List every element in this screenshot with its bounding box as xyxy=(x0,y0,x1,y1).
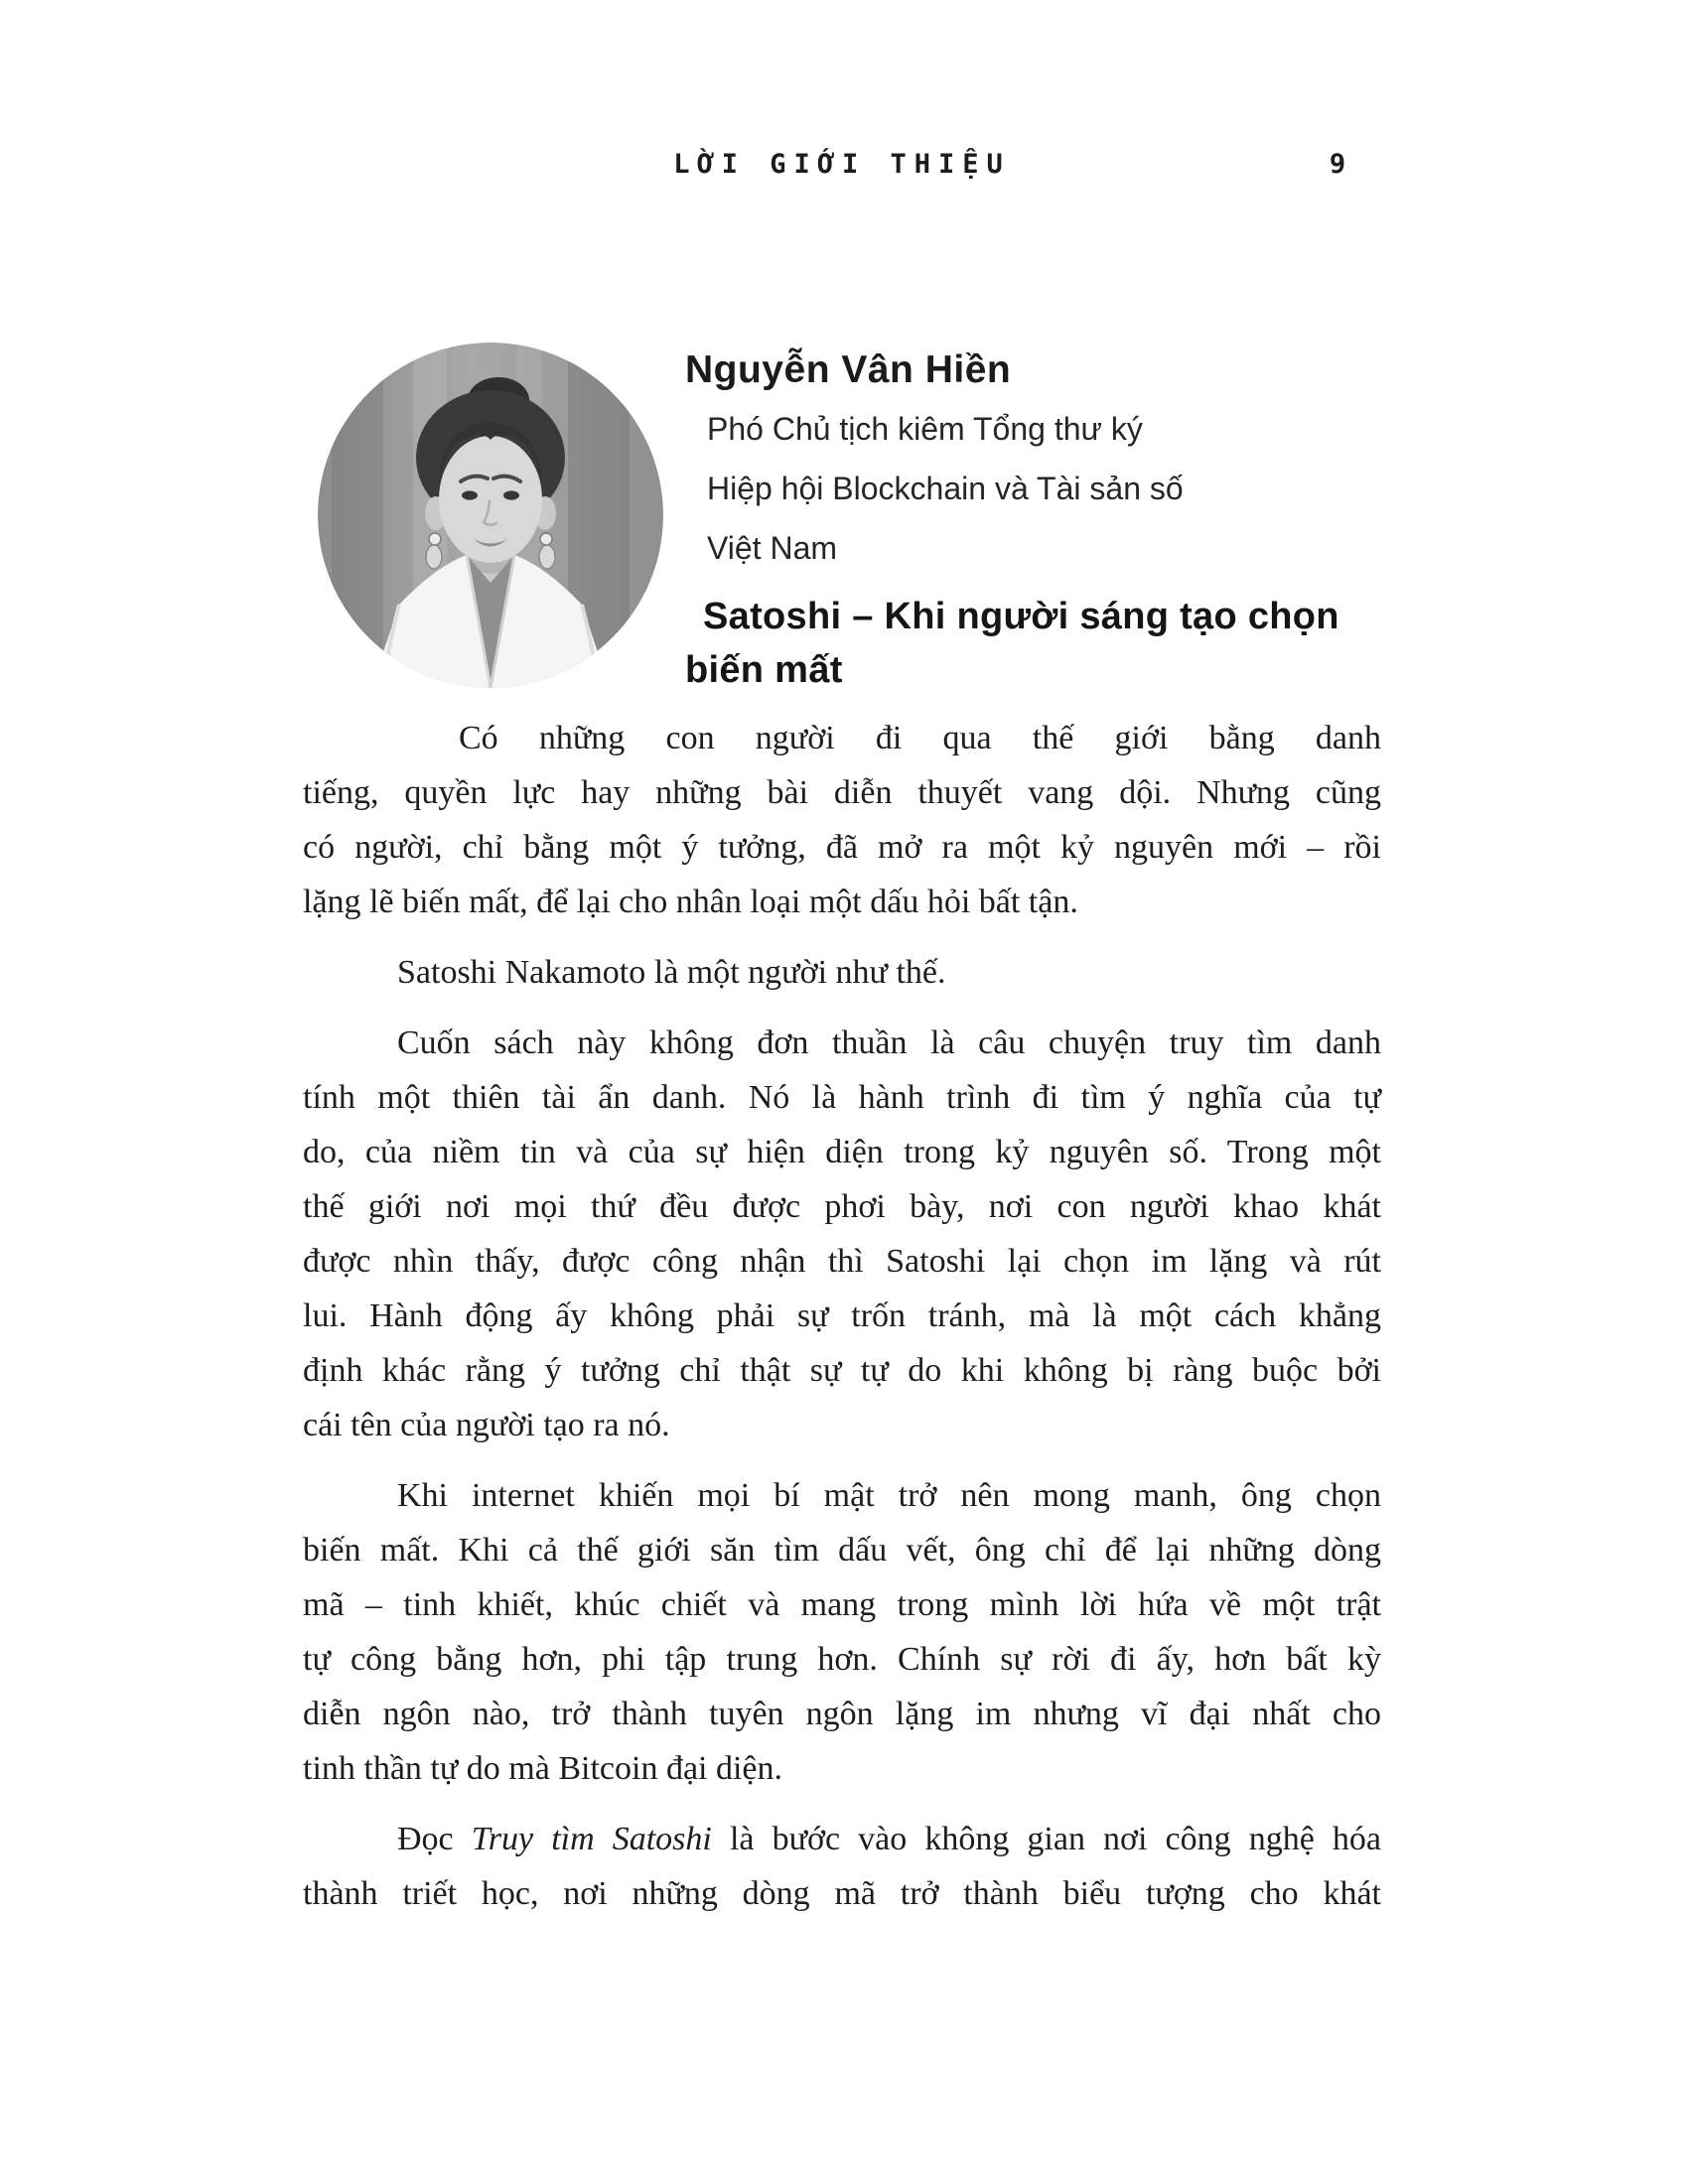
text-line: thành triết học, nơi những dòng mã trở thành biểu tượng cho khát xyxy=(303,1875,1381,1912)
paragraph xyxy=(303,1468,1381,1796)
text-line: biến mất. Khi cả thế giới săn tìm dấu vết, ông chỉ để lại những dòng xyxy=(303,1532,1381,1569)
text-line: thế giới nơi mọi thứ đều được phơi bày, nơi con người khao khát xyxy=(303,1188,1381,1225)
text-segment: Đọc xyxy=(397,1821,454,1857)
portrait-illustration xyxy=(318,342,663,688)
page-number: 9 xyxy=(1329,149,1346,180)
paragraph xyxy=(303,1016,1381,1452)
text-line: Satoshi Nakamoto là một người như thế. xyxy=(397,954,946,991)
text-segment: là bước vào không gian nơi công nghệ hóa xyxy=(729,1821,1382,1857)
text-line: tính một thiên tài ẩn danh. Nó là hành trình đi tìm ý nghĩa của tự xyxy=(303,1079,1381,1116)
foreword-heading-line-2: biến mất xyxy=(685,649,843,691)
text-line: cái tên của người tạo ra nó. xyxy=(303,1407,670,1443)
text-line: Khi internet khiến mọi bí mật trở nên mong manh, ông chọn xyxy=(397,1477,1381,1514)
text-line: do, của niềm tin và của sự hiện diện trong kỷ nguyên số. Trong một xyxy=(303,1134,1381,1170)
text-line: định khác rằng ý tưởng chỉ thật sự tự do khi không bị ràng buộc bởi xyxy=(303,1352,1381,1389)
text-line: có người, chỉ bằng một ý tưởng, đã mở ra một kỷ nguyên mới – rồi xyxy=(303,829,1381,866)
text-line: mã – tinh khiết, khúc chiết và mang trong mình lời hứa về một trật xyxy=(303,1586,1381,1623)
text-line: Cuốn sách này không đơn thuần là câu chuyện truy tìm danh xyxy=(397,1024,1381,1061)
foreword-heading xyxy=(685,590,1394,697)
text-line: Có những con người đi qua thế giới bằng danh xyxy=(459,720,1381,756)
author-title-line: Hiệp hội Blockchain và Tài sản số xyxy=(707,471,1184,506)
text-line: tiếng, quyền lực hay những bài diễn thuyết vang dội. Nhưng cũng xyxy=(303,774,1381,811)
paragraph xyxy=(303,711,1381,929)
text-line: tinh thần tự do mà Bitcoin đại diện. xyxy=(303,1750,783,1787)
author-title-line: Phó Chủ tịch kiêm Tổng thư ký xyxy=(707,411,1143,447)
text-line: được nhìn thấy, được công nhận thì Satoshi lại chọn im lặng và rút xyxy=(303,1243,1381,1280)
paragraph xyxy=(303,1812,1381,1921)
author-intro-block xyxy=(685,347,1394,697)
author-titles xyxy=(685,399,1394,578)
author-name: Nguyễn Vân Hiền xyxy=(685,348,1012,391)
running-header-title: LỜI GIỚI THIỆU xyxy=(673,149,1011,180)
book-title-italic: Truy tìm Satoshi xyxy=(471,1821,712,1857)
text-line: diễn ngôn nào, trở thành tuyên ngôn lặng im nhưng vĩ đại nhất cho xyxy=(303,1696,1381,1732)
body-text xyxy=(303,711,1381,1937)
foreword-heading-line-1: Satoshi – Khi người sáng tạo chọn xyxy=(703,596,1339,637)
author-portrait-photo xyxy=(318,342,663,688)
author-title-line: Việt Nam xyxy=(707,530,838,566)
text-line: tự công bằng hơn, phi tập trung hơn. Chính sự rời đi ấy, hơn bất kỳ xyxy=(303,1641,1381,1678)
paragraph xyxy=(303,945,1381,1000)
text-line: lui. Hành động ấy không phải sự trốn tránh, mà là một cách khẳng xyxy=(303,1297,1381,1334)
text-line: lặng lẽ biến mất, để lại cho nhân loại một dấu hỏi bất tận. xyxy=(303,884,1078,920)
text-line xyxy=(303,1812,1381,1866)
